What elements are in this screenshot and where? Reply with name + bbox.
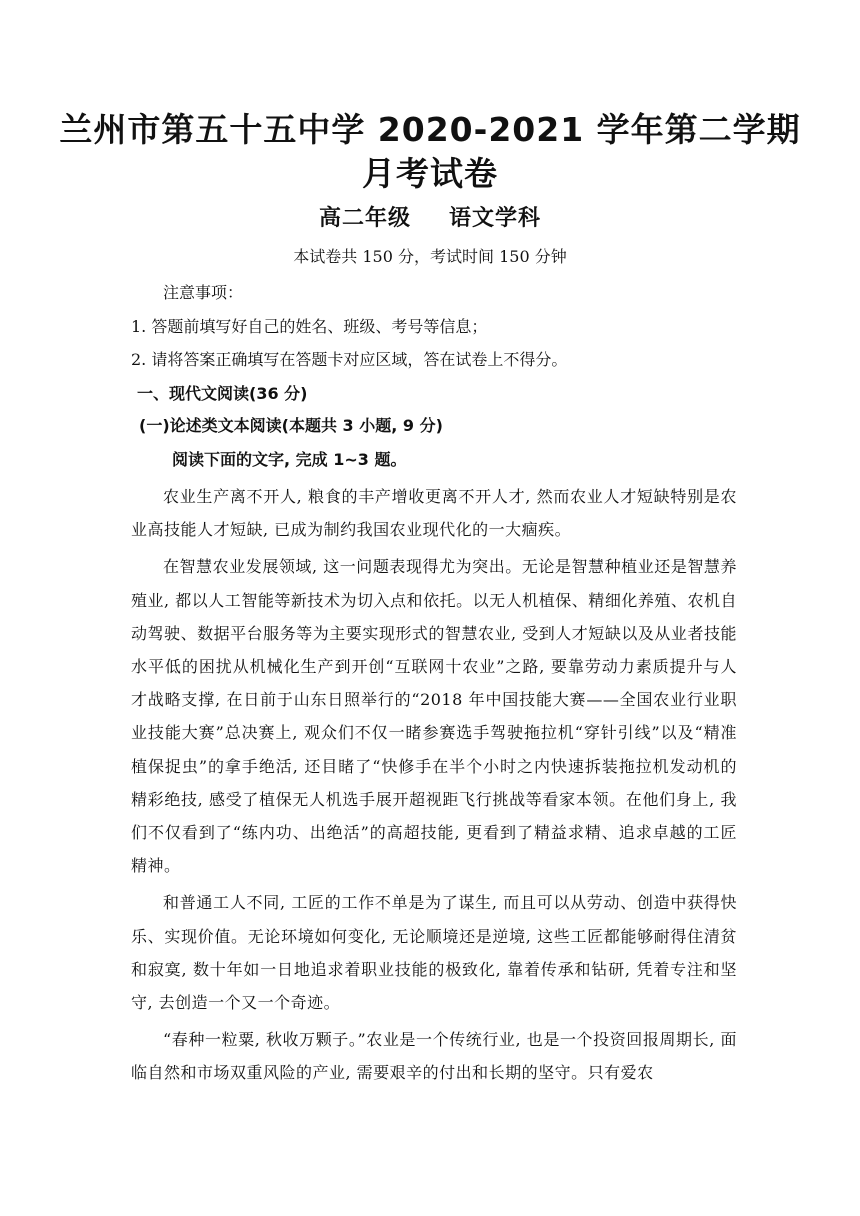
exam-title-line1: 兰州市第五十五中学 2020-2021 学年第二学期 xyxy=(59,110,801,149)
passage-paragraph-2: 在智慧农业发展领域, 这一问题表现得尤为突出。无论是智慧种植业还是智慧养殖业, 都以人工智能等新技术为切入点和依托。以无人机植保、精细化养殖、农机自动驾驶、数据平台服务等为主要实现形式的智慧农业, 受到人才短缺以及从业者技能水平低的困扰从机械化生产到开创“互联网十农业”之路, 要靠劳动力素质提升与人才战略支撑, 在日前于山东日照举行的“2018 年中国技能大赛——全国农业行业职业技能大赛”总决赛上, 观众们不仅一睹参赛选手驾驶拖拉机“穿针引线”以及“精准植保捉虫”的拿手绝活, 还目睹了“快修手在半个小时之内快速拆装拖拉机发动机的精彩绝技, 感受了植保无人机选手展开超视距飞行挑战等看家本领。在他们身上, 我们不仅看到了“练内功、出绝活”的高超技能, 更看到了精益求精、追求卓越的工匠精神。 xyxy=(131,557,737,876)
exam-title-line2: 月考试卷 xyxy=(362,154,498,193)
reading-instruction: 阅读下面的文字, 完成 1~3 题。 xyxy=(172,450,407,469)
section-heading-part1: 一、现代文阅读(36 分) xyxy=(137,384,308,403)
subject-label: 语文学科 xyxy=(449,206,542,231)
note-item-2: 2. 请将答案正确填写在答题卡对应区域，答在试卷上不得分。 xyxy=(131,350,568,369)
notes-heading: 注意事项： xyxy=(163,283,244,302)
grade-label: 高二年级 xyxy=(318,206,411,231)
exam-info: 本试卷共 150 分，考试时间 150 分钟 xyxy=(293,247,567,266)
note-item-1: 1. 答题前填写好自己的姓名、班级、考号等信息； xyxy=(131,317,488,336)
passage-paragraph-4: “春种一粒粟, 秋收万颗子。”农业是一个传统行业, 也是一个投资回报周期长, 面临自然和市场双重风险的产业, 需要艰辛的付出和长期的坚守。只有爱农 xyxy=(131,1030,737,1083)
grade-subject xyxy=(0,204,860,234)
passage-paragraph-3: 和普通工人不同, 工匠的工作不单是为了谋生, 而且可以从劳动、创造中获得快乐、实现价值。无论环境如何变化, 无论顺境还是逆境, 这些工匠都能够耐得住清贫和寂寞, 数十年如一日地追求着职业技能的极致化, 靠着传承和钻研, 凭着专注和坚守, 去创造一个又一个奇迹。 xyxy=(131,893,737,1013)
passage xyxy=(131,480,737,1094)
passage-paragraph-1: 农业生产离不开人, 粮食的丰产增收更离不开人才, 然而农业人才短缺特别是农业高技能人才短缺, 已成为制约我国农业现代化的一大痼疾。 xyxy=(131,487,737,540)
section-heading-sub1: (一)论述类文本阅读(本题共 3 小题, 9 分) xyxy=(139,416,443,435)
